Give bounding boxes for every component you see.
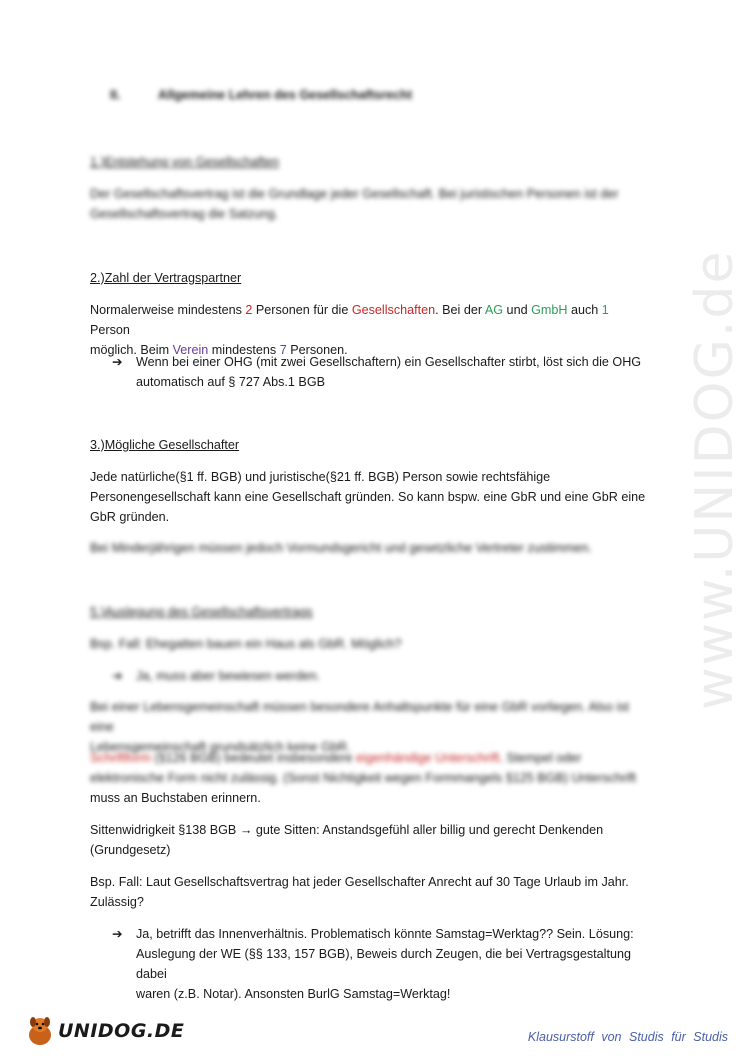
paragraph-line: Personengesellschaft kann eine Gesellschaft gründen. So kann bspw. eine GbR und eine GbR eine	[90, 490, 646, 504]
paragraph-line: GbR gründen.	[90, 510, 170, 524]
highlight-number: 7	[279, 343, 287, 357]
highlight-term: Schriftform	[90, 751, 151, 765]
bullet-line: Ja, muss aber bewiesen werden.	[136, 669, 321, 683]
section-1-line: Der Gesellschaftsvertrag ist die Grundlage jeder Gesellschaft. Bei juristischen Personen ist der	[90, 187, 619, 201]
highlight-term: AG	[484, 303, 504, 317]
text-run: gute Sitten: Anstandsgefühl aller billig und gerecht Denkenden	[252, 823, 604, 837]
highlight-term: eigenhändige Unterschrift	[356, 751, 500, 765]
doc-title	[110, 88, 510, 102]
arrow-icon: ➔	[112, 669, 123, 683]
text-run: mindestens	[208, 343, 280, 357]
case-question: Bsp. Fall: Ehegatten bauen ein Haus als GbR. Möglich?	[90, 637, 402, 651]
text-run: Person	[90, 323, 130, 337]
arrow-icon: ➔	[112, 355, 123, 369]
footer-tagline: Klausurstoff von Studis für Studis	[527, 1030, 728, 1044]
text-run: Sittenwidrigkeit §138 BGB	[90, 823, 240, 837]
logo-text: UNIDOG.DE	[58, 1020, 185, 1042]
text-run: möglich. Beim	[90, 343, 173, 357]
case-2-question	[90, 872, 650, 912]
arrow-inline-icon: →	[239, 823, 253, 837]
bullet-line: Ja, betrifft das Innenverhältnis. Problematisch könnte Samstag=Werktag?? Sein. Lösung:	[136, 927, 634, 941]
section-2-heading: 2.)Zahl der Vertragspartner	[90, 271, 242, 285]
title-text: Allgemeine Lehren des Gesellschaftsrecht	[158, 88, 413, 102]
text-run: Personen für die	[252, 303, 352, 317]
section-5-heading: 5.)Auslegung des Gesellschaftsvertrags	[90, 605, 313, 619]
sittenwidrigkeit-paragraph	[90, 820, 650, 860]
text-run: . Bei der	[435, 303, 485, 317]
text-run: Normalerweise mindestens	[90, 303, 246, 317]
highlight-term: Gesellschaften	[351, 303, 436, 317]
bullet-item	[112, 924, 652, 1004]
section-1-line: Gesellschaftsvertrag die Satzung.	[90, 207, 279, 221]
bullet-item	[112, 352, 652, 392]
bullet-item	[112, 666, 652, 686]
paragraph-line: Lebensgemeinschaft grundsätzlich keine GbR.	[90, 740, 351, 754]
highlight-number: 2	[245, 303, 253, 317]
paragraph-line: Bei einer Lebensgemeinschaft müssen besondere Anhaltspunkte für eine GbR vorliegen. Also ist eine	[90, 700, 630, 734]
title-number: II.	[110, 88, 121, 102]
section-2-paragraph	[90, 300, 650, 360]
section-1-text	[90, 184, 650, 224]
bullet-line: Auslegung der WE (§§ 133, 157 BGB), Beweis durch Zeugen, die bei Vertragsgestaltung dabei	[136, 947, 631, 981]
text-run: und	[503, 303, 532, 317]
paragraph-line: Zulässig?	[90, 895, 144, 909]
text-run: . Stempel oder	[499, 751, 582, 765]
unidog-logo	[22, 1012, 185, 1048]
paragraph-line: muss an Buchstaben erinnern.	[90, 791, 261, 805]
section-3-paragraph	[90, 467, 650, 527]
dog-mascot-icon	[22, 1012, 58, 1048]
text-run: (§126 BGB) bedeutet insbesondere	[150, 751, 357, 765]
bullet-line: Wenn bei einer OHG (mit zwei Gesellschaftern) ein Gesellschafter stirbt, löst sich die OHG	[136, 355, 642, 369]
section-1-heading: 1.)Entstehung von Gesellschaften	[90, 155, 280, 169]
paragraph-line: (Grundgesetz)	[90, 843, 171, 857]
paragraph-line: Bsp. Fall: Laut Gesellschaftsvertrag hat jeder Gesellschafter Anrecht auf 30 Tage Urlaub im Jahr.	[90, 875, 629, 889]
highlight-term: Verein	[172, 343, 209, 357]
text-run: auch	[567, 303, 602, 317]
section-3-heading: 3.)Mögliche Gesellschafter	[90, 438, 240, 452]
schriftform-paragraph	[90, 748, 650, 808]
bullet-line: automatisch auf § 727 Abs.1 BGB	[136, 375, 326, 389]
text-run: Personen.	[286, 343, 348, 357]
bullet-line: waren (z.B. Notar). Ansonsten BurlG Samstag=Werktag!	[136, 987, 451, 1001]
highlight-term: GmbH	[531, 303, 568, 317]
paragraph-line: elektronische Form nicht zulässig. (Sonst Nichtigkeit wegen Formmangels §125 BGB) Unterschrift	[90, 771, 636, 785]
paragraph-line: Jede natürliche(§1 ff. BGB) und juristische(§21 ff. BGB) Person sowie rechtsfähige	[90, 470, 551, 484]
watermark: www.UNIDOG.de	[685, 249, 745, 710]
arrow-icon: ➔	[112, 927, 123, 941]
section-3-blurred-text: Bei Minderjährigen müssen jedoch Vormundsgericht und gesetzliche Vertreter zustimmen.	[90, 541, 592, 555]
highlight-number: 1	[601, 303, 609, 317]
